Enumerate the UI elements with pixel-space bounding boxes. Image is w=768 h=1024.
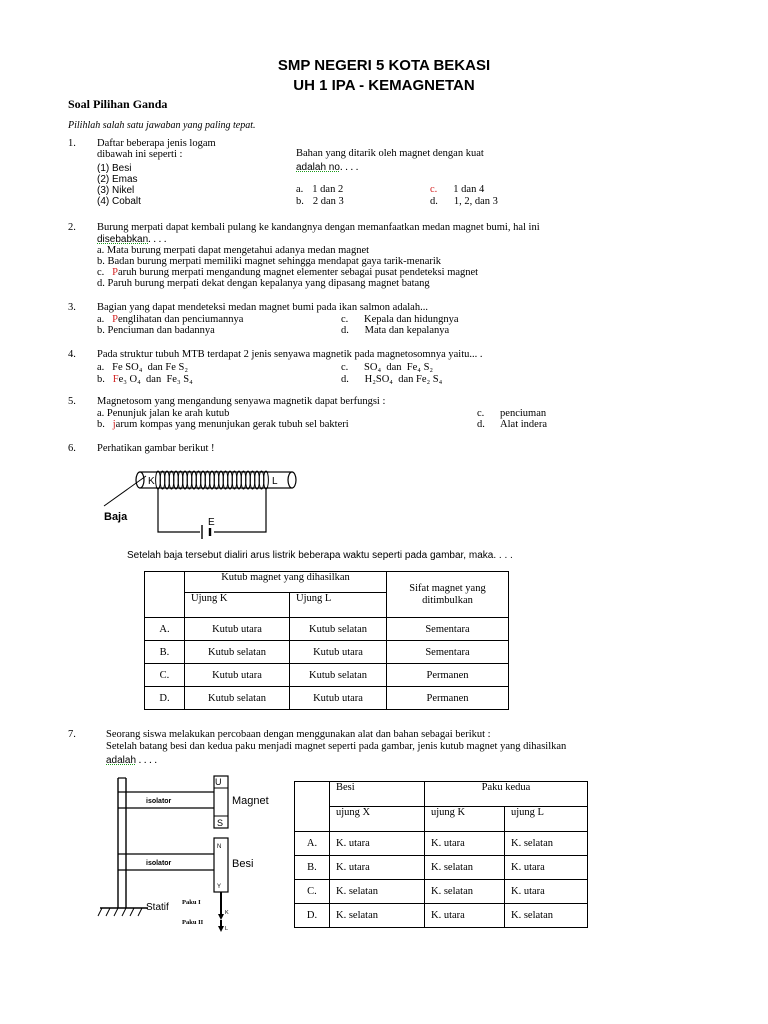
table-cell: K. selatan: [505, 904, 588, 928]
option-a[interactable]: a. Penunjuk jalan ke arah kutub: [97, 408, 230, 419]
option-letter: A.: [295, 832, 330, 856]
table-cell: Permanen: [387, 687, 509, 710]
table-cell: K. selatan: [425, 880, 505, 904]
option-c[interactable]: [430, 184, 484, 195]
table-row[interactable]: [295, 856, 588, 880]
option-letter: B.: [295, 856, 330, 880]
table-cell: Kutub selatan: [185, 687, 290, 710]
option-letter: b.: [296, 196, 304, 207]
question-stem: Daftar beberapa jenis logam: [97, 138, 216, 149]
list-item: (1) Besi: [97, 163, 132, 174]
option-d[interactable]: d. Mata dan kepalanya: [341, 325, 450, 336]
table-cell: K. utara: [425, 904, 505, 928]
label-paku-1: Paku I: [182, 899, 201, 906]
label-e: E: [208, 517, 215, 528]
label-baja: Baja: [104, 511, 128, 523]
ellipsis: . . . .: [493, 550, 513, 561]
table-header: ujung X: [330, 807, 425, 832]
option-a[interactable]: a. Fe SO₄ dan Fe S₂: [97, 362, 189, 373]
label-isolator: isolator: [146, 798, 172, 805]
label-paku-2: Paku II: [182, 919, 204, 926]
option-b[interactable]: [97, 419, 349, 430]
table-row[interactable]: [145, 687, 509, 710]
question-stem: Perhatikan gambar berikut !: [97, 443, 215, 454]
label-k: K: [225, 910, 229, 916]
table-cell: Permanen: [387, 664, 509, 687]
label-statif: Statif: [146, 902, 169, 913]
option-text: 1 dan 4: [453, 184, 485, 195]
table-cell: Sementara: [387, 618, 509, 641]
table-cell: Kutub utara: [290, 641, 387, 664]
option-letter: A.: [145, 618, 185, 641]
ellipsis: . . . .: [339, 162, 359, 173]
option-letter: a.: [296, 184, 304, 195]
question-stem: Magnetosom yang mengandung senyawa magnetik dapat berfungsi :: [97, 396, 386, 407]
option-text: e₃ O₄ dan Fe₃ S₄: [118, 374, 193, 385]
table-cell: K. utara: [505, 880, 588, 904]
option-a[interactable]: [296, 184, 343, 195]
answer-table-q7: [294, 781, 588, 928]
ellipsis: . . . .: [138, 755, 158, 766]
question-stem: disebabkan: [97, 234, 149, 245]
table-cell: Sementara: [387, 641, 509, 664]
table-cell: Kutub selatan: [185, 641, 290, 664]
option-text: arum kompas yang menunjukan gerak tubuh sel bakteri: [115, 419, 349, 430]
label-u: U: [215, 777, 222, 787]
question-text: Bahan yang ditarik oleh magnet dengan kuat: [296, 148, 484, 159]
option-text: j: [112, 419, 116, 430]
label-k: K: [148, 476, 155, 487]
question-stem: Bagian yang dapat mendeteksi medan magnet bumi pada ikan salmon adalah...: [97, 302, 428, 313]
label-n: N: [217, 844, 222, 850]
table-cell: K. utara: [330, 832, 425, 856]
table-row[interactable]: [145, 641, 509, 664]
list-item: (4) Cobalt: [97, 196, 141, 207]
label-magnet: Magnet: [232, 795, 269, 807]
section-title: Soal Pilihan Ganda: [68, 97, 168, 111]
option-letter: B.: [145, 641, 185, 664]
table-cell: K. utara: [330, 856, 425, 880]
option-a[interactable]: [97, 314, 243, 325]
option-text: 2 dan 3: [312, 196, 344, 207]
option-d[interactable]: d. Alat indera: [477, 419, 547, 430]
table-header: ujung L: [505, 807, 588, 832]
option-letter: D.: [295, 904, 330, 928]
option-letter: C.: [145, 664, 185, 687]
option-text: P: [112, 314, 119, 325]
table-header: Ujung L: [290, 593, 387, 618]
table-header: Ujung K: [185, 593, 290, 618]
label-l: L: [272, 476, 278, 487]
ellipsis: . . . .: [148, 234, 167, 245]
option-b[interactable]: b. Penciuman dan badannya: [97, 325, 215, 336]
table-header: Paku kedua: [425, 782, 588, 807]
question-number: 7.: [68, 729, 76, 740]
option-letter: C.: [295, 880, 330, 904]
option-a[interactable]: a. Mata burung merpati dapat mengetahui adanya medan magnet: [97, 245, 370, 256]
stand-magnet-figure: [96, 774, 292, 934]
question-text: adalah no: [296, 162, 340, 173]
question-stem: Burung merpati dapat kembali pulang ke kandangnya dengan memanfaatkan medan magnet bumi, hal ini: [97, 222, 540, 233]
table-header: ujung K: [425, 807, 505, 832]
option-d[interactable]: [430, 196, 498, 207]
question-stem: adalah: [106, 755, 137, 766]
question-number: 4.: [68, 349, 76, 360]
question-number: 6.: [68, 443, 76, 454]
option-text: F: [112, 374, 119, 385]
option-letter: c.: [430, 184, 438, 195]
table-header: Kutub magnet yang dihasilkan: [185, 572, 387, 593]
question-stem: Seorang siswa melakukan percobaan dengan menggunakan alat dan bahan sebagai berikut :: [106, 729, 491, 740]
option-letter: c.: [97, 267, 113, 278]
table-row[interactable]: [145, 664, 509, 687]
table-header: Sifat magnet yang ditimbulkan: [387, 572, 509, 618]
table-cell: [145, 572, 185, 618]
option-c[interactable]: c. Kepala dan hidungnya: [341, 314, 459, 325]
question-number: 5.: [68, 396, 76, 407]
page-title: SMP NEGERI 5 KOTA BEKASI: [277, 57, 491, 74]
option-text: englihatan dan penciumannya: [118, 314, 244, 325]
table-cell: Kutub utara: [185, 618, 290, 641]
answer-table-q6: [144, 571, 509, 710]
table-cell: Kutub utara: [290, 687, 387, 710]
table-cell: K. utara: [425, 832, 505, 856]
label-l: L: [225, 926, 229, 932]
option-text: 1, 2, dan 3: [453, 196, 498, 207]
label-s: S: [217, 818, 224, 828]
list-item: (2) Emas: [97, 174, 138, 185]
table-cell: Kutub selatan: [290, 618, 387, 641]
table-cell: Kutub utara: [185, 664, 290, 687]
table-row[interactable]: [145, 618, 509, 641]
instruction-text: Pilihlah salah satu jawaban yang paling tepat.: [68, 120, 256, 131]
option-c[interactable]: c. SO₄ dan Fe₄ S₂: [341, 362, 434, 373]
option-letter: b.: [97, 374, 113, 385]
option-letter: a.: [97, 314, 113, 325]
question-stem: dibawah ini seperti :: [97, 149, 183, 160]
table-row[interactable]: [295, 880, 588, 904]
option-c[interactable]: c. penciuman: [477, 408, 547, 419]
option-text: P: [112, 267, 119, 278]
option-letter: D.: [145, 687, 185, 710]
table-cell: K. selatan: [425, 856, 505, 880]
label-isolator: isolator: [146, 860, 172, 867]
question-number: 2.: [68, 222, 76, 233]
figure-caption: Setelah baja tersebut dialiri arus listrik beberapa waktu seperti pada gambar, maka: [127, 550, 494, 561]
option-text: aruh burung merpati mengandung magnet elementer sebagai pusat pendeteksi magnet: [118, 267, 479, 278]
option-letter: b.: [97, 419, 113, 430]
table-row[interactable]: [295, 904, 588, 928]
page-subtitle: UH 1 IPA - KEMAGNETAN: [293, 77, 475, 94]
question-number: 1.: [68, 138, 76, 149]
question-number: 3.: [68, 302, 76, 313]
table-cell: K. utara: [505, 856, 588, 880]
option-b[interactable]: b. Badan burung merpati memiliki magnet sehingga mendapat gaya tarik-menarik: [97, 256, 442, 267]
label-y: Y: [217, 884, 222, 890]
option-d[interactable]: d. H₂SO₄ dan Fe₂ S₄: [341, 374, 443, 385]
list-item: (3) Nikel: [97, 185, 135, 196]
option-b[interactable]: [97, 374, 193, 385]
option-c[interactable]: [97, 267, 478, 278]
label-besi: Besi: [232, 858, 254, 870]
coil-circuit-figure: [96, 462, 306, 544]
option-text: 1 dan 2: [312, 184, 344, 195]
table-cell: K. selatan: [330, 880, 425, 904]
option-b[interactable]: [296, 196, 344, 207]
table-cell: Kutub selatan: [290, 664, 387, 687]
table-row[interactable]: [295, 832, 588, 856]
question-stem: Pada struktur tubuh MTB terdapat 2 jenis senyawa magnetik pada magnetosomnya yaitu... .: [97, 349, 483, 360]
question-stem: Setelah batang besi dan kedua paku menjadi magnet seperti pada gambar, jenis kutub magnet yang dihasilkan: [106, 741, 567, 752]
option-letter: d.: [430, 196, 438, 207]
option-d[interactable]: d. Paruh burung merpati dekat dengan kepalanya yang dipasang magnet batang: [97, 278, 430, 289]
table-cell: K. selatan: [330, 904, 425, 928]
table-cell: K. selatan: [505, 832, 588, 856]
table-cell: [295, 782, 330, 832]
table-header: Besi: [330, 782, 425, 807]
